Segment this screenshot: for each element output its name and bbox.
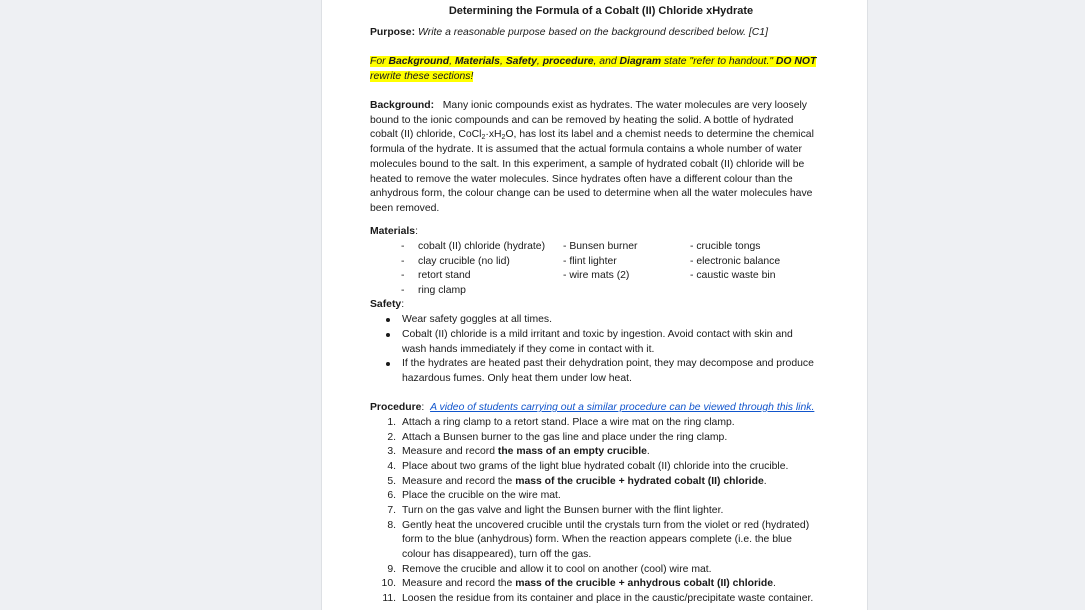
note-text: , (499, 56, 506, 67)
step-text-part: Attach a Bunsen burner to the gas line and place under the ring clamp. (402, 431, 728, 443)
step-number: 5. (387, 475, 396, 487)
safety-line: Cobalt (II) chloride is a mild irritant and toxic by ingestion. Avoid contact with skin and (402, 329, 793, 340)
procedure-video-link[interactable]: A video of students carrying out a similar procedure can be viewed through this link. (430, 402, 815, 413)
step-text-part: Measure and record (402, 446, 498, 458)
step-text (402, 416, 832, 431)
safety-line: wash hands immediately if they come in contact with it. (402, 343, 655, 355)
bullet-icon (386, 318, 390, 322)
purpose-text: Write a reasonable purpose based on the background described below. [C1] (417, 27, 768, 38)
step-text-part: Loosen the residue from its container and place in the caustic/precipitate waste container. (402, 592, 814, 604)
background-line: formula of the hydrate. It is assumed that the actual formula contains a whole number of water (370, 144, 803, 156)
step-text (402, 489, 832, 504)
list-dash: - (401, 270, 405, 282)
background-line: anhydrous form, the colour change can be used to determine when all the water molecules have (370, 188, 813, 200)
safety-heading (370, 298, 835, 313)
material-item: - crucible tongs (690, 241, 761, 252)
step-text (402, 519, 832, 534)
formula-subscript: 2 (481, 134, 486, 142)
document-page (321, 0, 868, 610)
purpose-label: Purpose: (370, 27, 416, 38)
materials-label: Materials (370, 226, 416, 237)
document-title: Determining the Formula of a Cobalt (II) Chloride xHydrate (448, 5, 754, 17)
materials-row (370, 269, 835, 284)
background-line: been removed. (370, 202, 440, 214)
list-dash: - (401, 241, 405, 252)
background-line: has lost its label and a chemist needs to determine the chemical (519, 129, 814, 141)
list-dash: - (401, 255, 405, 267)
safety-line: If the hydrates are heated past their dehydration point, they may decompose and produce (402, 358, 814, 369)
step-number: 4. (387, 460, 396, 472)
step-text (402, 577, 832, 592)
material-item: - Bunsen burner (563, 241, 638, 252)
bullet-icon (386, 362, 390, 366)
note-bold: DO NOT (775, 56, 817, 67)
step-number: 1. (387, 417, 396, 428)
procedure-heading (370, 401, 835, 416)
note-bold: Safety (505, 56, 537, 67)
material-item: - caustic waste bin (690, 270, 776, 282)
step-number: 9. (387, 563, 396, 575)
material-item: ring clamp (418, 285, 466, 297)
step-text-part: colour has disappeared), turn off the gas. (402, 548, 592, 560)
background-line: heated to remove the water molecules. Since hydrates often have a different colour than the (370, 173, 793, 185)
step-number: 7. (387, 504, 396, 516)
background-formula-line (370, 128, 835, 143)
step-text-part: Place about two grams of the light blue hydrated cobalt (II) chloride into the crucible. (402, 460, 789, 472)
step-text (402, 548, 832, 563)
safety-label: Safety (370, 299, 402, 310)
note-text: , (449, 56, 455, 67)
material-item: - wire mats (2) (563, 270, 630, 282)
background-line: molecules bound to the salt. In this experiment, a sample of hydrated cobalt (II) chloride will be (370, 158, 805, 170)
materials-row (370, 255, 835, 270)
step-text (402, 533, 832, 548)
material-item: clay crucible (no lid) (418, 255, 510, 267)
materials-colon: : (415, 226, 418, 237)
step-text (402, 563, 832, 578)
safety-text (402, 328, 832, 357)
bullet-icon (386, 333, 390, 337)
step-number: 3. (387, 446, 396, 458)
step-number: 10. (381, 578, 396, 590)
note-text: state "refer to handout." (661, 56, 776, 67)
step-text (402, 460, 832, 475)
step-text (402, 504, 832, 519)
background-section (370, 99, 835, 217)
step-text (402, 431, 832, 446)
note-bold: Diagram (619, 56, 662, 67)
background-line: bound to the ionic compounds and can be removed by heating the solid. A bottle of hydrated (370, 114, 794, 126)
step-text-part: . (773, 578, 776, 590)
material-item: - flint lighter (563, 255, 617, 267)
step-number: 11. (382, 592, 396, 604)
step-text-part: Measure and record the (402, 578, 516, 590)
step-text-part: . (763, 475, 767, 487)
list-dash: - (401, 285, 405, 297)
step-text-bold: the mass of an empty crucible (497, 446, 647, 458)
safety-colon: : (401, 299, 405, 310)
step-text (402, 475, 832, 490)
materials-row (370, 240, 835, 255)
safety-text (402, 357, 832, 386)
safety-line: hazardous fumes. Only heat them under low heat. (402, 372, 632, 384)
step-number: 2. (387, 431, 396, 443)
step-text-part: Gently heat the uncovered crucible until the crystals turn from the violet or red (hydrated) (402, 519, 810, 531)
material-item: - electronic balance (690, 255, 781, 267)
note-text: , and (593, 56, 620, 67)
background-line: Many ionic compounds exist as hydrates. The water molecules are very loosely (442, 100, 807, 111)
step-text-part: Turn on the gas valve and light the Bunsen burner with the flint lighter. (402, 504, 724, 516)
materials-heading (370, 225, 835, 240)
step-text-part: Measure and record the (402, 475, 516, 487)
formula-subscript: 2 (501, 134, 506, 142)
step-number: 6. (387, 490, 396, 502)
step-text-part: form to the blue (anhydrous) form. When the reaction appears complete (i.e. the blue (402, 534, 792, 546)
formula-text: ·xH (485, 129, 502, 141)
step-number: 8. (387, 519, 396, 531)
materials-row (370, 284, 835, 299)
note-text: rewrite these sections! (370, 70, 474, 82)
safety-text: Wear safety goggles at all times. (402, 314, 552, 325)
procedure-label: Procedure (370, 402, 422, 413)
step-text-part: . (646, 446, 650, 458)
note-text: , (536, 56, 543, 67)
step-text-bold: mass of the crucible + anhydrous cobalt (II) chloride (515, 578, 774, 590)
note-bold: procedure (542, 56, 594, 67)
step-text-part: Attach a ring clamp to a retort stand. Place a wire mat on the ring clamp. (402, 417, 735, 428)
material-item: retort stand (418, 270, 471, 282)
material-item: cobalt (II) chloride (hydrate) (418, 241, 546, 252)
purpose-line (370, 26, 835, 41)
formula-text: cobalt (II) chloride, CoCl (370, 129, 482, 141)
background-label: Background: (370, 100, 435, 111)
note-text: For (370, 56, 389, 67)
formula-text: O, (505, 129, 517, 141)
step-text-bold: mass of the crucible + hydrated cobalt (II) chloride (515, 475, 764, 487)
step-text (402, 445, 832, 460)
handout-note (370, 55, 835, 84)
step-text-part: Remove the crucible and allow it to cool on another (cool) wire mat. (402, 563, 712, 575)
note-bold: Background (388, 56, 450, 67)
step-text-part: Place the crucible on the wire mat. (402, 490, 561, 502)
step-text (402, 592, 832, 607)
note-bold: Materials (454, 56, 500, 67)
procedure-colon: : (421, 402, 425, 413)
